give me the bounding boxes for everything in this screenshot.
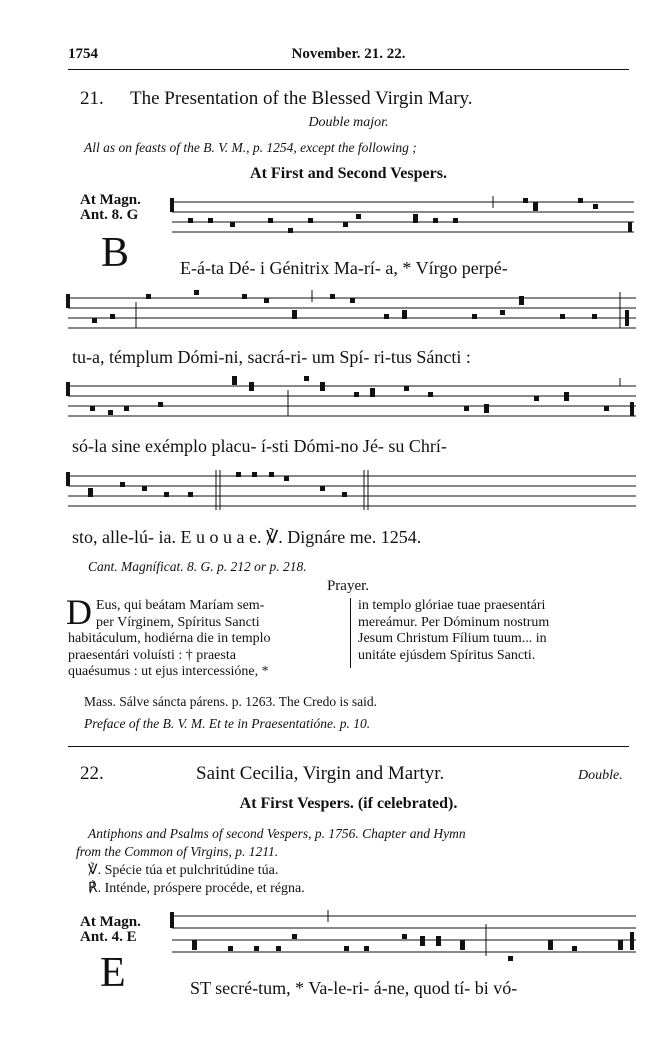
page-number: 1754 — [68, 46, 98, 62]
section-note-2: from the Common of Virgins, p. 1211. — [76, 844, 279, 859]
prayer-right-column: in templo glóriae tuae praesentári mereámur. Per Dóminum nostrum Jesum Christum Fílium tuum... in unitáte ejúsdem Spíritus Sancti. — [358, 598, 550, 663]
column-divider — [350, 598, 351, 668]
page-header — [68, 46, 629, 68]
section-rule — [68, 746, 629, 747]
drop-cap: B — [101, 230, 130, 276]
antiphon-label: At Magn. Ant. 4. E — [80, 914, 141, 945]
section-rank: Double major. — [308, 115, 389, 130]
prayer-left-column: Eus, qui beátam Maríam sem- per Vírginem, Spíritus Sancti habitáculum, hodiérna die in templo praesentári voluísti : † praesta quaésumus : ut ejus intercessióne, * — [68, 598, 271, 679]
section-title: The Presentation of the Blessed Virgin Mary. — [130, 88, 473, 109]
prayer-drop-cap: D — [66, 592, 92, 632]
prayer-heading: Prayer. — [326, 578, 370, 594]
section-note-1: Antiphons and Psalms of second Vespers, p. 1756. Chapter and Hymn — [88, 826, 466, 841]
mass-line: Mass. Sálve sáncta párens. p. 1263. The Credo is said. — [84, 694, 377, 709]
music-staff-3 — [64, 376, 636, 424]
canticle-line: Cant. Magníficat. 8. G. p. 212 or p. 218. — [88, 559, 307, 574]
lyric-line-1: E-á-ta Dé- i Génitrix Ma-rí- a, * Vírgo perpé- — [180, 258, 508, 278]
section-number: 22. — [80, 763, 104, 784]
antiphon-label: At Magn. Ant. 8. G — [80, 192, 141, 223]
preface-line: Preface of the B. V. M. Et te in Praesentatióne. p. 10. — [84, 716, 371, 731]
drop-cap: E — [100, 950, 126, 996]
page-date: November. 21. 22. — [291, 46, 406, 62]
lyric-line-3: só-la sine exémplo placu- í-sti Dómi-no Jé- su Chrí- — [72, 436, 447, 456]
lyric-line-5: ST secré-tum, * Va-le-ri- á-ne, quod tí- bi vó- — [190, 978, 518, 998]
music-staff-4 — [64, 466, 636, 514]
lyric-line-2: tu-a, témplum Dómi-ni, sacrá-ri- um Spí- ri-tus Sáncti : — [72, 347, 471, 367]
music-staff-2 — [64, 288, 636, 336]
music-staff-5 — [168, 906, 636, 964]
lyric-line-4: sto, alle-lú- ia. E u o u a e. ℣. Dignáre me. 1254. — [72, 527, 422, 547]
section-rank: Double. — [578, 768, 623, 783]
section-number: 21. — [80, 88, 104, 109]
versicle: ℣. Spécie túa et pulchritúdine túa. — [88, 863, 279, 878]
section-subheading: At First and Second Vespers. — [250, 165, 447, 182]
response: ℟. Inténde, próspere procéde, et régna. — [88, 881, 305, 896]
section-title: Saint Cecilia, Virgin and Martyr. — [196, 763, 445, 784]
section-note: All as on feasts of the B. V. M., p. 1254, except the following ; — [84, 140, 417, 155]
section-subheading: At First Vespers. (if celebrated). — [239, 795, 458, 812]
music-staff-1 — [168, 192, 634, 240]
header-rule — [68, 69, 629, 70]
